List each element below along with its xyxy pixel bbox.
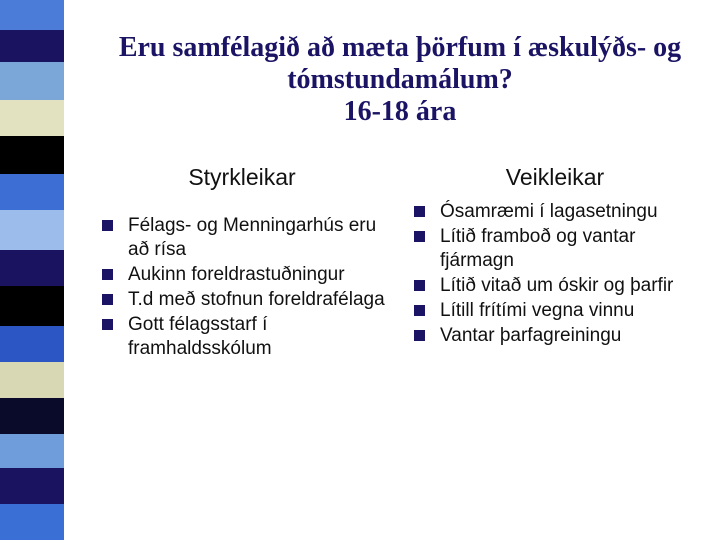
stripe-segment — [0, 434, 64, 468]
list-item: T.d með stofnun foreldrafélaga — [102, 288, 392, 312]
stripe-segment — [0, 136, 64, 174]
stripe-segment — [0, 326, 64, 362]
stripe-segment — [0, 210, 64, 250]
list-item: Vantar þarfagreiningu — [414, 324, 714, 348]
decorative-stripe — [0, 0, 64, 540]
stripe-segment — [0, 174, 64, 210]
strengths-list — [102, 214, 392, 362]
stripe-segment — [0, 468, 64, 504]
list-item: Aukinn foreldrastuðningur — [102, 263, 392, 287]
weaknesses-list — [414, 200, 714, 349]
stripe-segment — [0, 0, 64, 30]
list-item: Lítill frítími vegna vinnu — [414, 299, 714, 323]
bullet-square-icon — [102, 220, 113, 231]
list-item: Ósamræmi í lagasetningu — [414, 200, 714, 224]
strengths-heading: Styrkleikar — [188, 164, 296, 190]
slide-title — [90, 32, 710, 128]
stripe-segment — [0, 30, 64, 62]
bullet-square-icon — [414, 280, 425, 291]
bullet-square-icon — [414, 231, 425, 242]
title-line: 16-18 ára — [343, 96, 457, 127]
weaknesses-heading: Veikleikar — [505, 164, 605, 190]
title-line: tómstundamálum? — [287, 64, 513, 95]
bullet-square-icon — [414, 330, 425, 341]
bullet-square-icon — [414, 206, 425, 217]
bullet-square-icon — [102, 294, 113, 305]
stripe-segment — [0, 286, 64, 326]
bullet-square-icon — [414, 305, 425, 316]
stripe-segment — [0, 398, 64, 434]
list-item: Lítið framboð og vantar fjármagn — [414, 225, 714, 273]
list-item: Félags- og Menningarhús eru að rísa — [102, 214, 392, 262]
title-line: Eru samfélagið að mæta þörfum í æskulýðs- og — [118, 32, 682, 63]
stripe-segment — [0, 62, 64, 100]
bullet-square-icon — [102, 269, 113, 280]
stripe-segment — [0, 504, 64, 540]
list-item: Lítið vitað um óskir og þarfir — [414, 274, 714, 298]
stripe-segment — [0, 362, 64, 398]
bullet-square-icon — [102, 319, 113, 330]
stripe-segment — [0, 100, 64, 136]
stripe-segment — [0, 250, 64, 286]
list-item: Gott félagsstarf í framhaldsskólum — [102, 313, 392, 361]
